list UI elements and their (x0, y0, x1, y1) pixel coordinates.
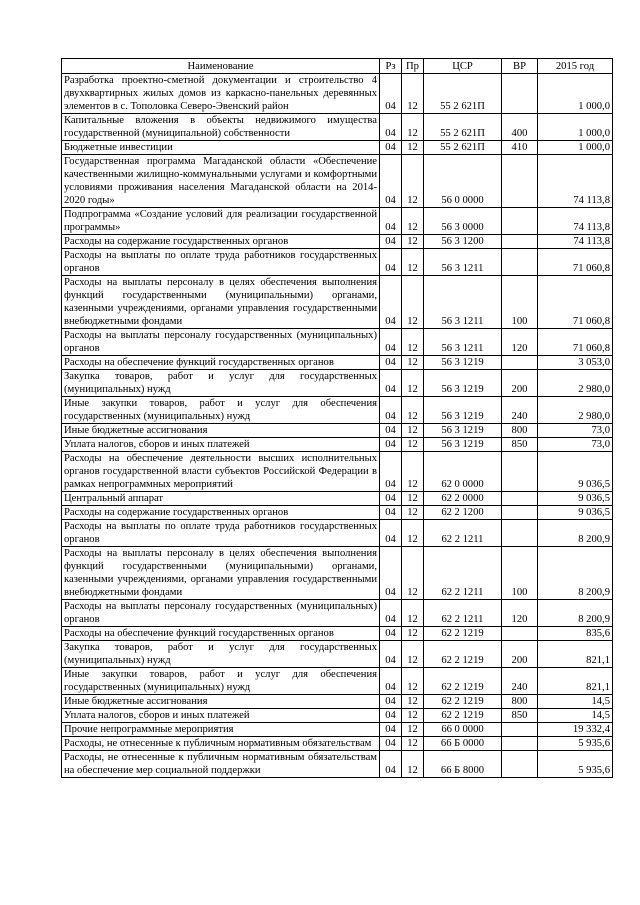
row-rz-cell: 04 (380, 709, 402, 723)
row-vr-cell (502, 208, 538, 235)
row-amount-cell: 71 060,8 (538, 329, 613, 356)
row-vr-cell: 410 (502, 141, 538, 155)
row-amount-cell: 8 200,9 (538, 600, 613, 627)
row-amount-cell: 8 200,9 (538, 547, 613, 600)
row-csr-cell: 56 3 1211 (424, 276, 502, 329)
row-name-cell: Расходы на выплаты персоналу в целях обеспечения выполнения функций государственными (муниципальными) органами, казенными учреждениями, органами управления государственными внебюджетными фондами (62, 547, 380, 600)
row-rz-cell: 04 (380, 235, 402, 249)
row-csr-cell: 55 2 621П (424, 74, 502, 114)
row-csr-cell: 56 3 1219 (424, 370, 502, 397)
row-vr-cell: 200 (502, 370, 538, 397)
table-row (62, 600, 613, 627)
row-amount-cell: 2 980,0 (538, 370, 613, 397)
row-amount-cell: 74 113,8 (538, 155, 613, 208)
row-rz-cell: 04 (380, 397, 402, 424)
row-amount-cell: 5 935,6 (538, 751, 613, 778)
table-row (62, 627, 613, 641)
row-name-cell: Расходы на обеспечение функций государственных органов (62, 627, 380, 641)
budget-table (61, 58, 613, 778)
row-amount-cell: 74 113,8 (538, 235, 613, 249)
row-amount-cell: 71 060,8 (538, 276, 613, 329)
row-csr-cell: 62 2 1219 (424, 668, 502, 695)
row-pr-cell: 12 (402, 356, 424, 370)
row-vr-cell (502, 723, 538, 737)
row-name-cell: Иные бюджетные ассигнования (62, 695, 380, 709)
row-vr-cell (502, 356, 538, 370)
table-row (62, 506, 613, 520)
row-vr-cell (502, 155, 538, 208)
table-row (62, 492, 613, 506)
row-amount-cell: 2 980,0 (538, 397, 613, 424)
row-amount-cell: 8 200,9 (538, 520, 613, 547)
table-row (62, 356, 613, 370)
row-vr-cell: 240 (502, 397, 538, 424)
row-csr-cell: 55 2 621П (424, 114, 502, 141)
row-vr-cell (502, 249, 538, 276)
row-pr-cell: 12 (402, 641, 424, 668)
row-vr-cell (502, 74, 538, 114)
row-vr-cell: 100 (502, 547, 538, 600)
table-row (62, 668, 613, 695)
row-name-cell: Центральный аппарат (62, 492, 380, 506)
header-row (62, 59, 613, 74)
row-name-cell: Расходы на содержание государственных органов (62, 235, 380, 249)
table-row (62, 329, 613, 356)
row-rz-cell: 04 (380, 155, 402, 208)
row-name-cell: Прочие непрограммные мероприятия (62, 723, 380, 737)
row-vr-cell: 850 (502, 438, 538, 452)
row-csr-cell: 62 2 1219 (424, 709, 502, 723)
row-rz-cell: 04 (380, 208, 402, 235)
row-pr-cell: 12 (402, 452, 424, 492)
header-vr: ВР (502, 59, 538, 74)
table-row (62, 208, 613, 235)
row-amount-cell: 5 935,6 (538, 737, 613, 751)
row-vr-cell: 100 (502, 276, 538, 329)
row-rz-cell: 04 (380, 249, 402, 276)
row-amount-cell: 1 000,0 (538, 74, 613, 114)
table-row (62, 235, 613, 249)
row-csr-cell: 62 2 1219 (424, 641, 502, 668)
row-pr-cell: 12 (402, 249, 424, 276)
row-csr-cell: 56 3 0000 (424, 208, 502, 235)
table-row (62, 438, 613, 452)
header-rz: Рз (380, 59, 402, 74)
row-csr-cell: 56 3 1219 (424, 397, 502, 424)
row-rz-cell: 04 (380, 600, 402, 627)
row-name-cell: Расходы на выплаты персоналу государственных (муниципальных) органов (62, 329, 380, 356)
row-rz-cell: 04 (380, 627, 402, 641)
row-amount-cell: 73,0 (538, 438, 613, 452)
row-pr-cell: 12 (402, 438, 424, 452)
table-row (62, 547, 613, 600)
table-row (62, 249, 613, 276)
row-amount-cell: 821,1 (538, 641, 613, 668)
row-amount-cell: 9 036,5 (538, 506, 613, 520)
table-row (62, 737, 613, 751)
row-pr-cell: 12 (402, 506, 424, 520)
table-row (62, 276, 613, 329)
row-name-cell: Расходы на выплаты персоналу государственных (муниципальных) органов (62, 600, 380, 627)
row-pr-cell: 12 (402, 155, 424, 208)
row-csr-cell: 62 2 1219 (424, 695, 502, 709)
row-csr-cell: 66 Б 0000 (424, 737, 502, 751)
row-pr-cell: 12 (402, 737, 424, 751)
row-vr-cell: 120 (502, 329, 538, 356)
row-csr-cell: 56 3 1219 (424, 424, 502, 438)
row-amount-cell: 74 113,8 (538, 208, 613, 235)
row-name-cell: Расходы, не отнесенные к публичным нормативным обязательствам на обеспечение мер социальной поддержки (62, 751, 380, 778)
table-row (62, 709, 613, 723)
row-rz-cell: 04 (380, 737, 402, 751)
row-pr-cell: 12 (402, 329, 424, 356)
row-csr-cell: 62 2 1211 (424, 520, 502, 547)
row-vr-cell: 800 (502, 695, 538, 709)
row-pr-cell: 12 (402, 208, 424, 235)
row-csr-cell: 56 3 1219 (424, 438, 502, 452)
row-pr-cell: 12 (402, 723, 424, 737)
row-csr-cell: 62 0 0000 (424, 452, 502, 492)
row-pr-cell: 12 (402, 141, 424, 155)
row-amount-cell: 9 036,5 (538, 492, 613, 506)
row-vr-cell (502, 751, 538, 778)
row-csr-cell: 62 2 0000 (424, 492, 502, 506)
row-rz-cell: 04 (380, 438, 402, 452)
row-pr-cell: 12 (402, 235, 424, 249)
row-csr-cell: 62 2 1211 (424, 600, 502, 627)
row-rz-cell: 04 (380, 356, 402, 370)
table-row (62, 452, 613, 492)
row-amount-cell: 14,5 (538, 695, 613, 709)
row-rz-cell: 04 (380, 751, 402, 778)
row-rz-cell: 04 (380, 329, 402, 356)
table-row (62, 520, 613, 547)
row-name-cell: Бюджетные инвестиции (62, 141, 380, 155)
row-name-cell: Подпрограмма «Создание условий для реализации государственной программы» (62, 208, 380, 235)
row-vr-cell (502, 627, 538, 641)
row-rz-cell: 04 (380, 114, 402, 141)
row-name-cell: Уплата налогов, сборов и иных платежей (62, 709, 380, 723)
row-vr-cell (502, 452, 538, 492)
row-pr-cell: 12 (402, 370, 424, 397)
row-rz-cell: 04 (380, 723, 402, 737)
row-pr-cell: 12 (402, 751, 424, 778)
row-csr-cell: 56 0 0000 (424, 155, 502, 208)
row-vr-cell: 400 (502, 114, 538, 141)
row-rz-cell: 04 (380, 695, 402, 709)
row-amount-cell: 71 060,8 (538, 249, 613, 276)
row-vr-cell (502, 492, 538, 506)
header-csr: ЦСР (424, 59, 502, 74)
row-name-cell: Расходы, не отнесенные к публичным нормативным обязательствам (62, 737, 380, 751)
row-name-cell: Расходы на обеспечение деятельности высших исполнительных органов государственной власти субъектов Российской Федерации в рамках непрограммных мероприятий (62, 452, 380, 492)
row-amount-cell: 1 000,0 (538, 141, 613, 155)
row-vr-cell: 120 (502, 600, 538, 627)
row-amount-cell: 3 053,0 (538, 356, 613, 370)
row-name-cell: Закупка товаров, работ и услуг для государственных (муниципальных) нужд (62, 370, 380, 397)
row-name-cell: Иные закупки товаров, работ и услуг для обеспечения государственных (муниципальных) нужд (62, 397, 380, 424)
row-vr-cell (502, 506, 538, 520)
row-csr-cell: 66 Б 8000 (424, 751, 502, 778)
row-vr-cell: 800 (502, 424, 538, 438)
row-pr-cell: 12 (402, 520, 424, 547)
row-rz-cell: 04 (380, 74, 402, 114)
document-page (61, 58, 612, 778)
row-pr-cell: 12 (402, 276, 424, 329)
row-pr-cell: 12 (402, 114, 424, 141)
row-pr-cell: 12 (402, 668, 424, 695)
row-amount-cell: 73,0 (538, 424, 613, 438)
row-amount-cell: 821,1 (538, 668, 613, 695)
row-pr-cell: 12 (402, 424, 424, 438)
row-vr-cell (502, 235, 538, 249)
row-name-cell: Разработка проектно-сметной документации и строительство 4 двухквартирных жилых домов из каркасно-панельных деревянных элементов в с. Тополовка Северо-Эвенский район (62, 74, 380, 114)
row-rz-cell: 04 (380, 141, 402, 155)
table-row (62, 397, 613, 424)
row-pr-cell: 12 (402, 695, 424, 709)
row-rz-cell: 04 (380, 547, 402, 600)
row-csr-cell: 66 0 0000 (424, 723, 502, 737)
header-year: 2015 год (538, 59, 613, 74)
row-rz-cell: 04 (380, 668, 402, 695)
table-row (62, 641, 613, 668)
table-row (62, 723, 613, 737)
row-pr-cell: 12 (402, 74, 424, 114)
row-rz-cell: 04 (380, 641, 402, 668)
row-vr-cell: 200 (502, 641, 538, 668)
table-row (62, 695, 613, 709)
row-amount-cell: 19 332,4 (538, 723, 613, 737)
table-body (62, 74, 613, 778)
header-name: Наименование (62, 59, 380, 74)
row-csr-cell: 62 2 1200 (424, 506, 502, 520)
row-vr-cell: 850 (502, 709, 538, 723)
row-csr-cell: 55 2 621П (424, 141, 502, 155)
row-vr-cell (502, 520, 538, 547)
row-name-cell: Закупка товаров, работ и услуг для государственных (муниципальных) нужд (62, 641, 380, 668)
row-amount-cell: 835,6 (538, 627, 613, 641)
row-vr-cell: 240 (502, 668, 538, 695)
row-name-cell: Расходы на выплаты по оплате труда работников государственных органов (62, 249, 380, 276)
row-name-cell: Расходы на выплаты персоналу в целях обеспечения выполнения функций государственными (муниципальными) органами, казенными учреждениями, органами управления государственными внебюджетными фондами (62, 276, 380, 329)
row-name-cell: Уплата налогов, сборов и иных платежей (62, 438, 380, 452)
row-rz-cell: 04 (380, 520, 402, 547)
row-rz-cell: 04 (380, 452, 402, 492)
row-vr-cell (502, 737, 538, 751)
row-pr-cell: 12 (402, 492, 424, 506)
row-name-cell: Капитальные вложения в объекты недвижимого имущества государственной (муниципальной) собственности (62, 114, 380, 141)
table-header (62, 59, 613, 74)
row-amount-cell: 14,5 (538, 709, 613, 723)
row-name-cell: Иные бюджетные ассигнования (62, 424, 380, 438)
table-row (62, 114, 613, 141)
row-csr-cell: 56 3 1219 (424, 356, 502, 370)
table-row (62, 74, 613, 114)
table-row (62, 370, 613, 397)
row-rz-cell: 04 (380, 492, 402, 506)
row-csr-cell: 56 3 1211 (424, 329, 502, 356)
row-rz-cell: 04 (380, 276, 402, 329)
row-rz-cell: 04 (380, 424, 402, 438)
table-row (62, 751, 613, 778)
row-pr-cell: 12 (402, 709, 424, 723)
row-rz-cell: 04 (380, 370, 402, 397)
row-name-cell: Расходы на выплаты по оплате труда работников государственных органов (62, 520, 380, 547)
row-pr-cell: 12 (402, 397, 424, 424)
row-name-cell: Государственная программа Магаданской области «Обеспечение качественными жилищно-коммунальными услугами и комфортными условиями проживания населения Магаданской области на 2014-2020 годы» (62, 155, 380, 208)
row-name-cell: Иные закупки товаров, работ и услуг для обеспечения государственных (муниципальных) нужд (62, 668, 380, 695)
row-name-cell: Расходы на обеспечение функций государственных органов (62, 356, 380, 370)
row-csr-cell: 56 3 1200 (424, 235, 502, 249)
row-csr-cell: 56 3 1211 (424, 249, 502, 276)
row-amount-cell: 1 000,0 (538, 114, 613, 141)
table-row (62, 424, 613, 438)
table-row (62, 141, 613, 155)
row-pr-cell: 12 (402, 547, 424, 600)
row-csr-cell: 62 2 1211 (424, 547, 502, 600)
row-csr-cell: 62 2 1219 (424, 627, 502, 641)
header-pr: Пр (402, 59, 424, 74)
row-name-cell: Расходы на содержание государственных органов (62, 506, 380, 520)
row-rz-cell: 04 (380, 506, 402, 520)
table-row (62, 155, 613, 208)
row-pr-cell: 12 (402, 627, 424, 641)
row-pr-cell: 12 (402, 600, 424, 627)
row-amount-cell: 9 036,5 (538, 452, 613, 492)
